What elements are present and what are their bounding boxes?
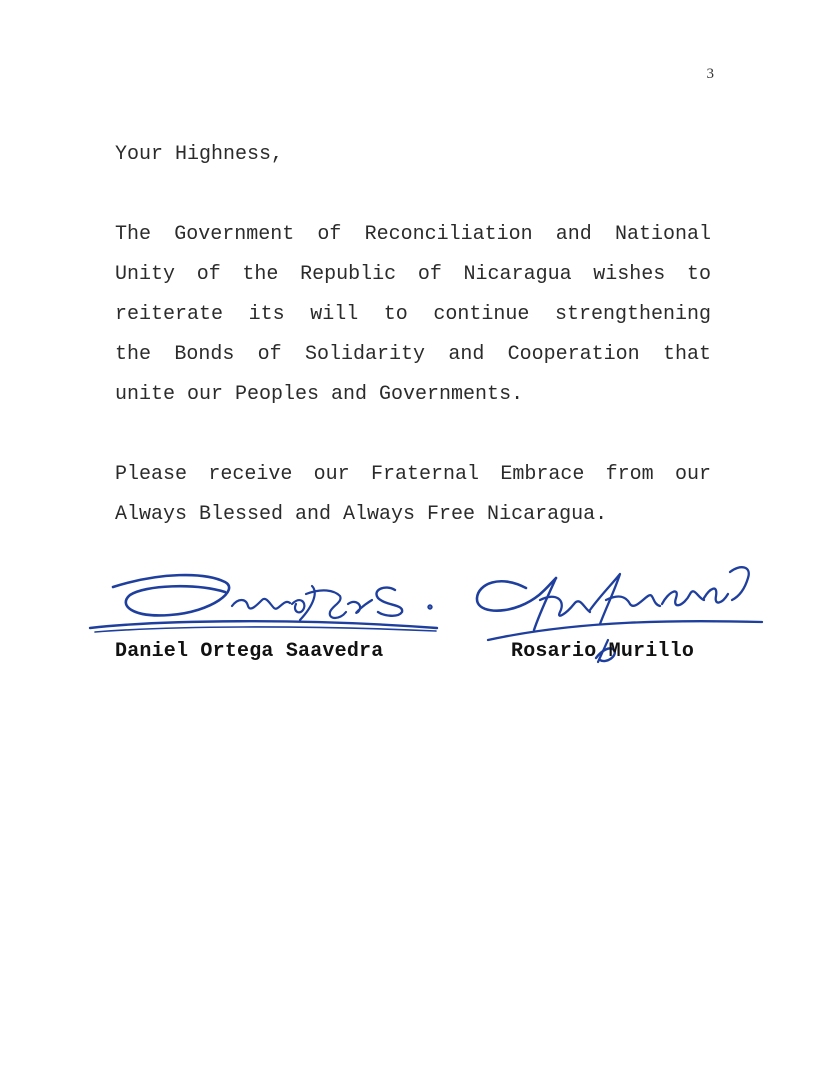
paragraph-line: Always Blessed and Always Free Nicaragua. bbox=[115, 503, 608, 526]
page-number: 3 bbox=[706, 66, 714, 82]
signer-name-daniel-ortega: Daniel Ortega Saavedra bbox=[115, 640, 384, 663]
signer-name-rosario-murillo: Rosario Murillo bbox=[511, 640, 695, 663]
signature-daniel-ortega bbox=[90, 575, 437, 632]
paragraph-line: unite our Peoples and Governments. bbox=[115, 383, 524, 406]
paragraph-line: the Bonds of Solidarity and Cooperation that bbox=[115, 343, 711, 366]
paragraph-line: Unity of the Republic of Nicaragua wishes to bbox=[115, 263, 711, 286]
paragraph-line: reiterate its will to continue strengthening bbox=[115, 303, 711, 326]
paragraph-line: Please receive our Fraternal Embrace from our bbox=[115, 463, 711, 486]
paragraph-line: The Government of Reconciliation and National bbox=[115, 223, 711, 246]
salutation: Your Highness, bbox=[115, 143, 284, 166]
